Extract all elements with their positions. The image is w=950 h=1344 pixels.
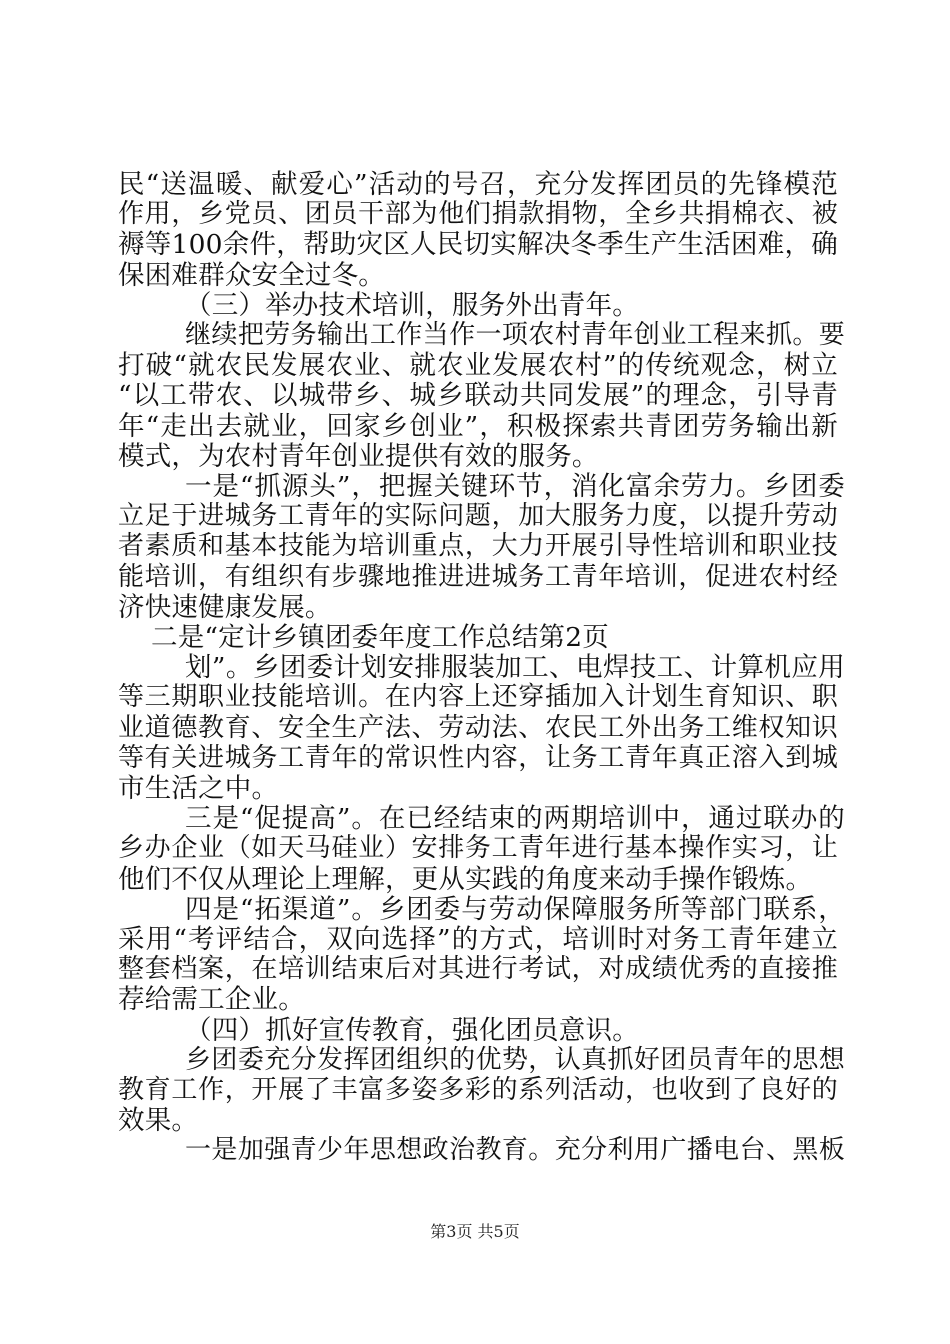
line-04: 保困难群众安全过冬。 <box>118 259 385 291</box>
line-08: “以工带农、以城带乡、城乡联动共同发展”的理念，引导青 <box>118 380 838 412</box>
line-30: 乡团委充分发挥团组织的优势，认真抓好团员青年的思想 <box>185 1044 845 1075</box>
line-15: 济快速健康发展。 <box>118 591 332 623</box>
line-21: 市生活之中。 <box>118 773 279 804</box>
line-16: 二是“定计乡镇团委年度工作总结第2页 <box>151 622 610 653</box>
line-24: 他们不仅从理论上理解，更从实践的角度来动手操作锻炼。 <box>118 863 813 895</box>
line-11: 一是“抓源头”，把握关键环节，消化富余劳力。乡团委 <box>185 471 845 502</box>
line-28: 荐给需工企业。 <box>118 984 305 1016</box>
line-19: 业道德教育、安全生产法、劳动法、农民工外出务工维权知识 <box>118 712 838 743</box>
line-13: 者素质和基本技能为培训重点，大力开展引导性培训和职业技 <box>118 531 838 562</box>
line-29: （四）抓好宣传教育，强化团员意识。 <box>185 1014 639 1046</box>
line-09: 年“走出去就业，回家乡创业”，积极探索共青团劳务输出新 <box>118 410 838 442</box>
line-17: 划”。乡团委计划安排服装加工、电焊技工、计算机应用 <box>185 652 845 684</box>
line-18: 等三期职业技能培训。在内容上还穿插加入计划生育知识、职 <box>118 682 838 713</box>
line-22: 三是“促提高”。在已经结束的两期培训中，通过联办的 <box>185 803 845 835</box>
line-06: 继续把劳务输出工作当作一项农村青年创业工程来抓。要 <box>185 320 845 350</box>
line-07: 打破“就农民发展农业、就农业发展农村”的传统观念，树立 <box>118 350 838 382</box>
line-05: （三）举办技术培训，服务外出青年。 <box>185 289 639 321</box>
line-31: 教育工作，开展了丰富多姿多彩的系列活动，也收到了良好的 <box>118 1075 838 1105</box>
line-25: 四是“拓渠道”。乡团委与劳动保障服务所等部门联系， <box>185 893 845 925</box>
line-02: 作用，乡党员、团员干部为他们捐款捐物，全乡共捐棉衣、被 <box>118 199 838 230</box>
line-01: 民“送温暖、献爱心”活动的号召，充分发挥团员的先锋模范 <box>118 169 838 200</box>
line-20: 等有关进城务工青年的常识性内容，让务工青年真正溶入到城 <box>118 742 838 773</box>
line-14: 能培训，有组织有步骤地推进进城务工青年培训，促进农村经 <box>118 561 838 592</box>
line-27: 整套档案，在培训结束后对其进行考试，对成绩优秀的直接推 <box>118 954 838 985</box>
line-23: 乡办企业（如天马硅业）安排务工青年进行基本操作实习，让 <box>118 833 838 864</box>
line-32: 效果。 <box>118 1105 199 1137</box>
line-12: 立足于进城务工青年的实际问题，加大服务力度，以提升劳动 <box>118 501 838 532</box>
line-26: 采用“考评结合，双向选择”的方式，培训时对务工青年建立 <box>118 924 838 955</box>
line-10: 模式，为农村青年创业提供有效的服务。 <box>118 440 599 472</box>
line-33: 一是加强青少年思想政治教育。充分利用广播电台、黑板 <box>185 1135 845 1166</box>
page-footer: 第3页 共5页 <box>430 1222 520 1241</box>
line-03: 褥等100余件，帮助灾区人民切实解决冬季生产生活困难，确 <box>118 229 838 261</box>
